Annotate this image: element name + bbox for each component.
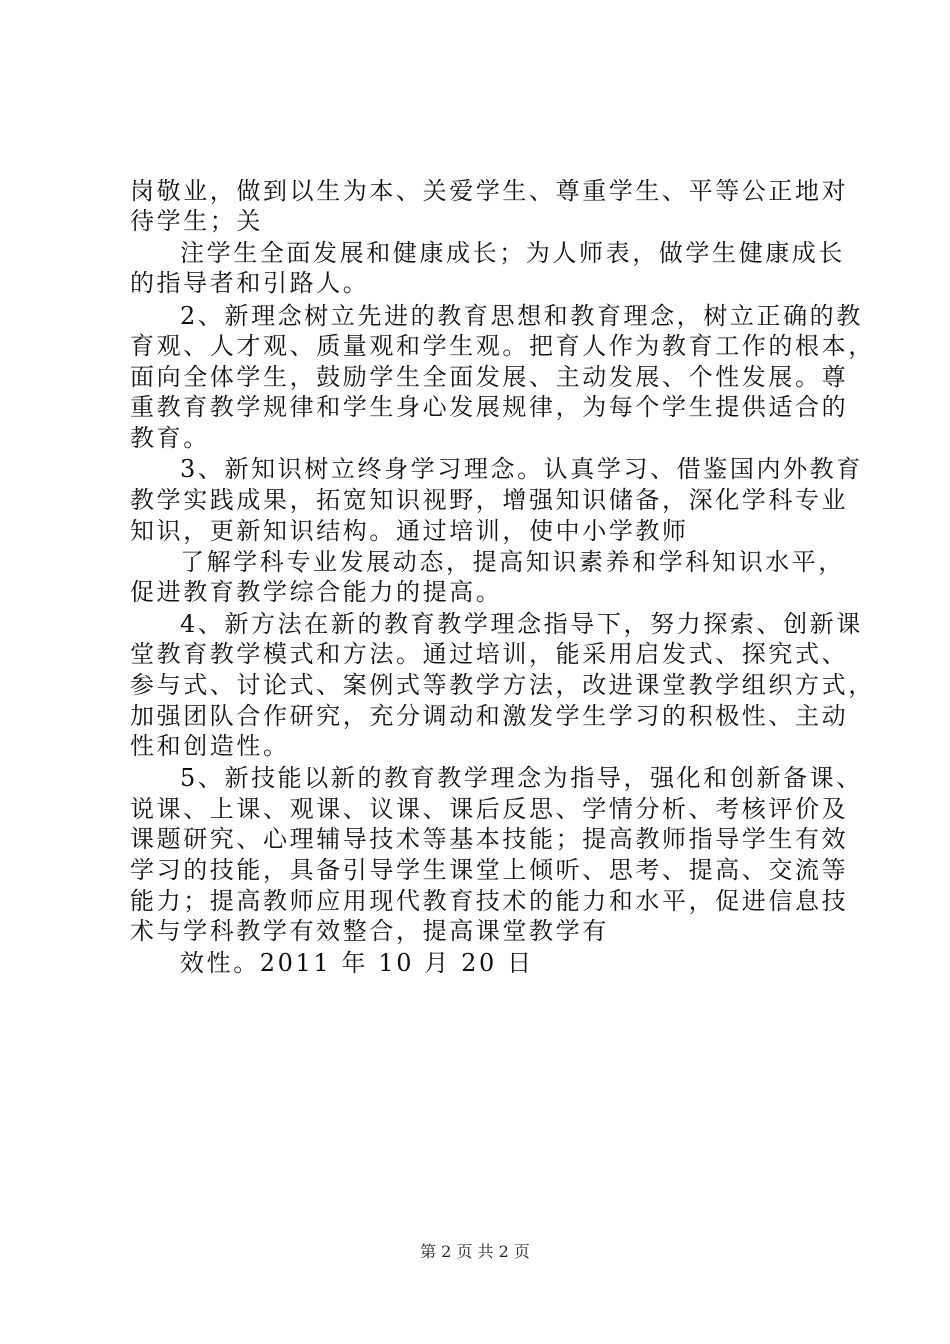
text-line: 注学生全面发展和健康成长；为人师表，做学生健康成长 [180,239,845,267]
text-line: 了解学科专业发展动态，提高知识素养和学科知识水平， [180,548,845,576]
text-line: 3、新知识树立终身学习理念。认真学习、借鉴国内外教育 [180,455,863,483]
text-line: 重教育教学规律和学生身心发展规律，为每个学生提供适合的 [130,393,849,421]
text-line: 学习的技能，具备引导学生课堂上倾听、思考、提高、交流等 [130,856,849,884]
text-line: 能力；提高教师应用现代教育技术的能力和水平，促进信息技 [130,887,849,915]
text-line: 5、新技能以新的教育教学理念为指导，强化和创新备课、 [180,764,863,792]
text-line: 堂教育教学模式和方法。通过培训，能采用启发式、探究式、 [130,640,849,668]
text-line: 教育。 [130,424,210,452]
text-line: 岗敬业，做到以生为本、关爱学生、尊重学生、平等公正地对 [130,177,849,205]
text-line: 术与学科教学有效整合，提高课堂教学有 [130,917,609,945]
page-number-footer: 第 2 页 共 2 页 [420,1242,530,1261]
text-line: 知识，更新知识结构。通过培训，使中小学教师 [130,517,689,545]
text-line: 参与式、讨论式、案例式等教学方法，改进课堂教学组织方式， [130,671,875,699]
text-line: 育观、人才观、质量观和学生观。把育人作为教育工作的根本， [130,332,875,360]
text-line: 效性。2011 年 10 月 20 日 [180,949,534,977]
text-line: 说课、上课、观课、议课、课后反思、学情分析、考核评价及 [130,795,849,823]
text-line: 面向全体学生，鼓励学生全面发展、主动发展、个性发展。尊 [130,363,849,391]
text-line: 课题研究、心理辅导技术等基本技能；提高教师指导学生有效 [130,825,849,853]
text-line: 2、新理念树立先进的教育思想和教育理念，树立正确的教 [180,302,863,330]
text-line: 加强团队合作研究，充分调动和激发学生学习的积极性、主动 [130,702,849,730]
text-line: 性和创造性。 [130,732,290,760]
text-line: 教学实践成果，拓宽知识视野，增强知识储备，深化学科专业 [130,486,849,514]
text-line: 4、新方法在新的教育教学理念指导下，努力探索、创新课 [180,610,863,638]
text-line: 促进教育教学综合能力的提高。 [130,578,503,606]
text-line: 的指导者和引路人。 [130,269,370,297]
text-line: 待学生；关 [130,207,263,235]
